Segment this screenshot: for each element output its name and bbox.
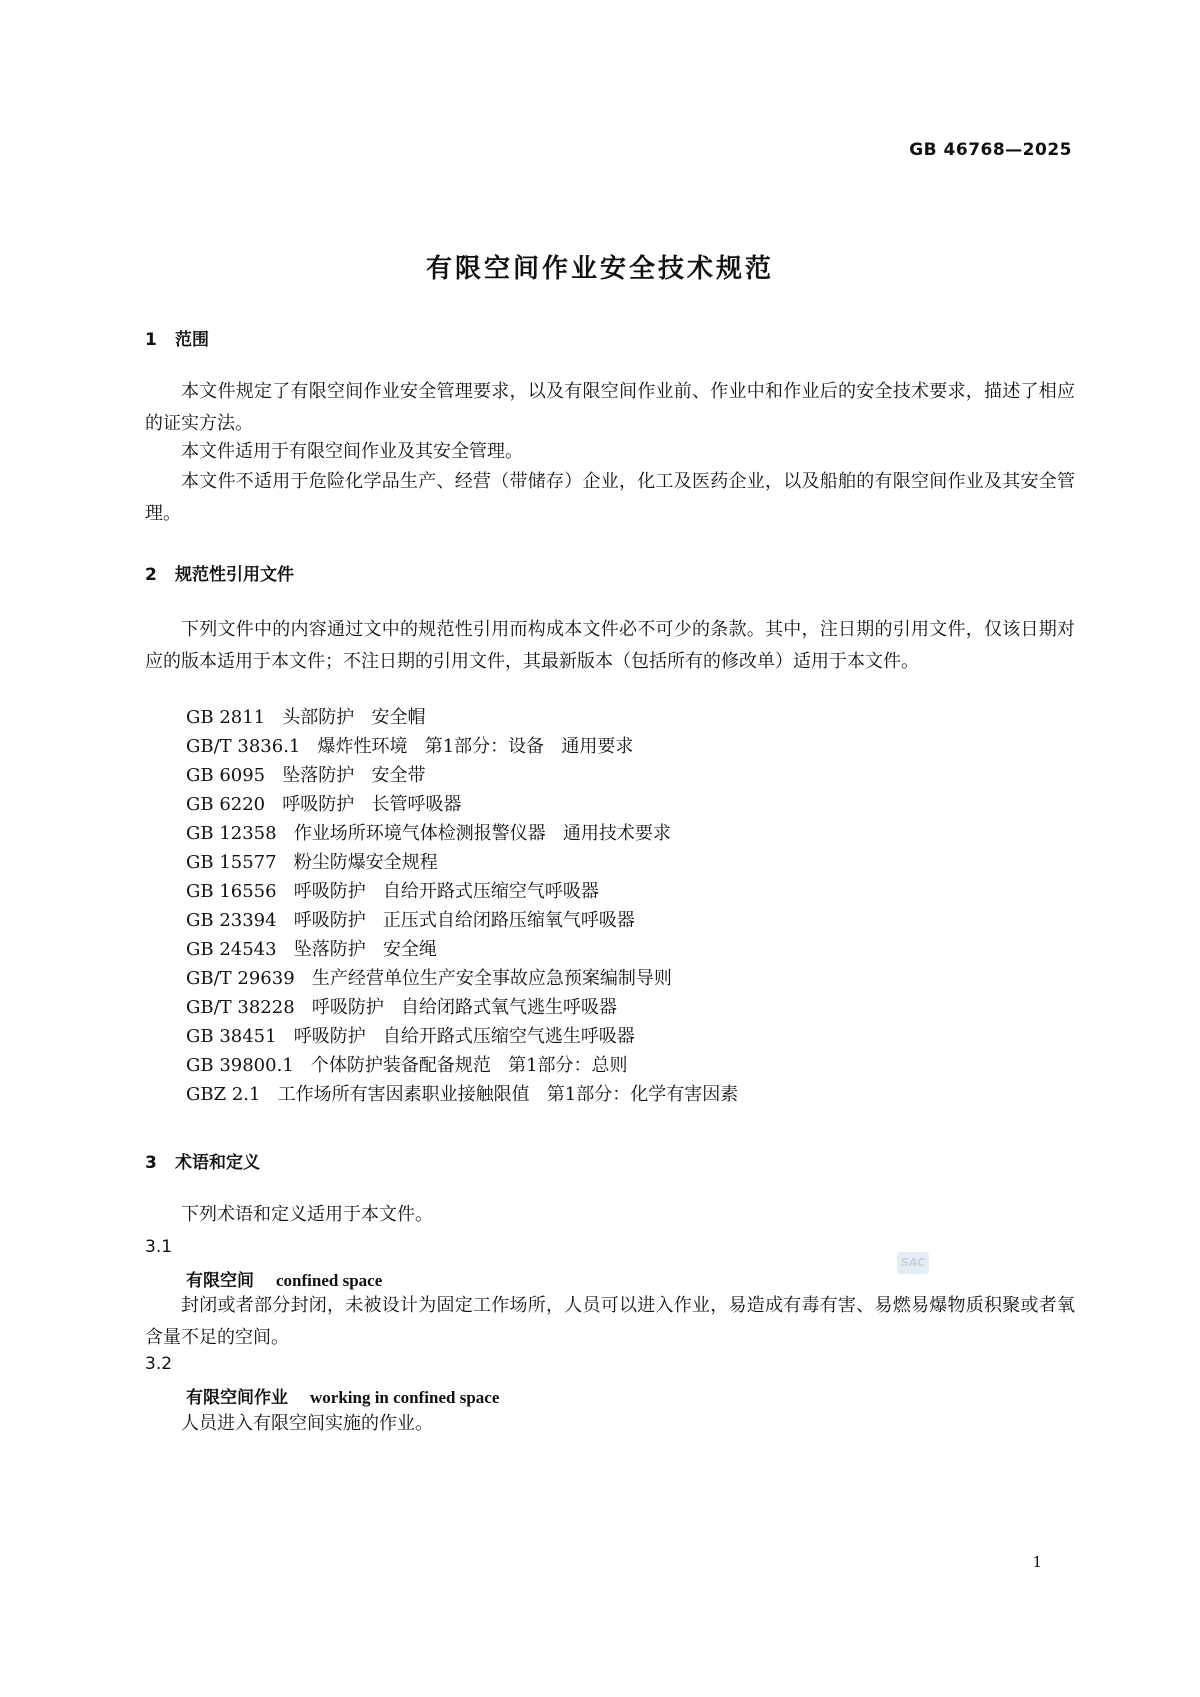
term-number: 3.2 [145,1354,173,1374]
reference-item: GB/T 29639 生产经营单位生产安全事故应急预案编制导则 [186,968,672,989]
term-name-en: working in confined space [310,1388,500,1407]
reference-item: GB 15577 粉尘防爆安全规程 [186,852,438,873]
standard-code: GB 46768—2025 [909,140,1072,160]
reference-item: GB 38451 呼吸防护 自给开路式压缩空气逃生呼吸器 [186,1026,635,1047]
term-name-zh: 有限空间 [186,1271,254,1291]
reference-item: GB 12358 作业场所环境气体检测报警仪器 通用技术要求 [186,823,671,844]
section-number: 2 [145,565,157,585]
sac-watermark-logo: SAC [897,1252,929,1274]
reference-item: GB 24543 坠落防护 安全绳 [186,939,437,960]
section-title: 范围 [175,330,209,350]
scope-paragraph: 本文件规定了有限空间作业安全管理要求，以及有限空间作业前、作业中和作业后的安全技术要求，描述了相应的证实方法。 [145,381,1075,434]
scope-paragraph: 本文件适用于有限空间作业及其安全管理。 [181,441,523,462]
section-1-heading [145,325,209,350]
term-definition: 封闭或者部分封闭，未被设计为固定工作场所，人员可以进入作业，易造成有毒有害、易燃易爆物质积聚或者氧含量不足的空间。 [145,1295,1075,1348]
term-definition: 人员进入有限空间实施的作业。 [181,1413,433,1434]
section-2-heading [145,560,294,585]
reference-item: GB 6095 坠落防护 安全带 [186,765,426,786]
reference-item: GB/T 3836.1 爆炸性环境 第1部分：设备 通用要求 [186,736,634,757]
section-number: 1 [145,330,157,350]
page-number: 1 [1032,1553,1042,1571]
reference-item: GB 39800.1 个体防护装备配备规范 第1部分：总则 [186,1055,628,1076]
reference-item: GBZ 2.1 工作场所有害因素职业接触限值 第1部分：化学有害因素 [186,1084,739,1105]
section-3-heading [145,1148,260,1173]
section-title: 术语和定义 [175,1153,260,1173]
reference-item: GB 2811 头部防护 安全帽 [186,707,426,728]
references-intro-paragraph: 下列文件中的内容通过文中的规范性引用而构成本文件必不可少的条款。其中，注日期的引用文件，仅该日期对应的版本适用于本文件；不注日期的引用文件，其最新版本（包括所有的修改单）适用于本文件。 [145,619,1075,672]
term-name-zh: 有限空间作业 [186,1388,288,1408]
terms-intro-paragraph: 下列术语和定义适用于本文件。 [181,1204,433,1225]
term-heading [186,1383,499,1408]
reference-item: GB/T 38228 呼吸防护 自给闭路式氧气逃生呼吸器 [186,997,617,1018]
scope-paragraph: 本文件不适用于危险化学品生产、经营（带储存）企业，化工及医药企业，以及船舶的有限空间作业及其安全管理。 [145,471,1075,524]
section-title: 规范性引用文件 [175,565,294,585]
section-number: 3 [145,1153,157,1173]
term-number: 3.1 [145,1237,173,1257]
term-heading [186,1266,382,1291]
reference-item: GB 6220 呼吸防护 长管呼吸器 [186,794,462,815]
document-title: 有限空间作业安全技术规范 [425,254,774,284]
term-name-en: confined space [276,1271,383,1290]
reference-item: GB 23394 呼吸防护 正压式自给闭路压缩氧气呼吸器 [186,910,635,931]
reference-item: GB 16556 呼吸防护 自给开路式压缩空气呼吸器 [186,881,599,902]
